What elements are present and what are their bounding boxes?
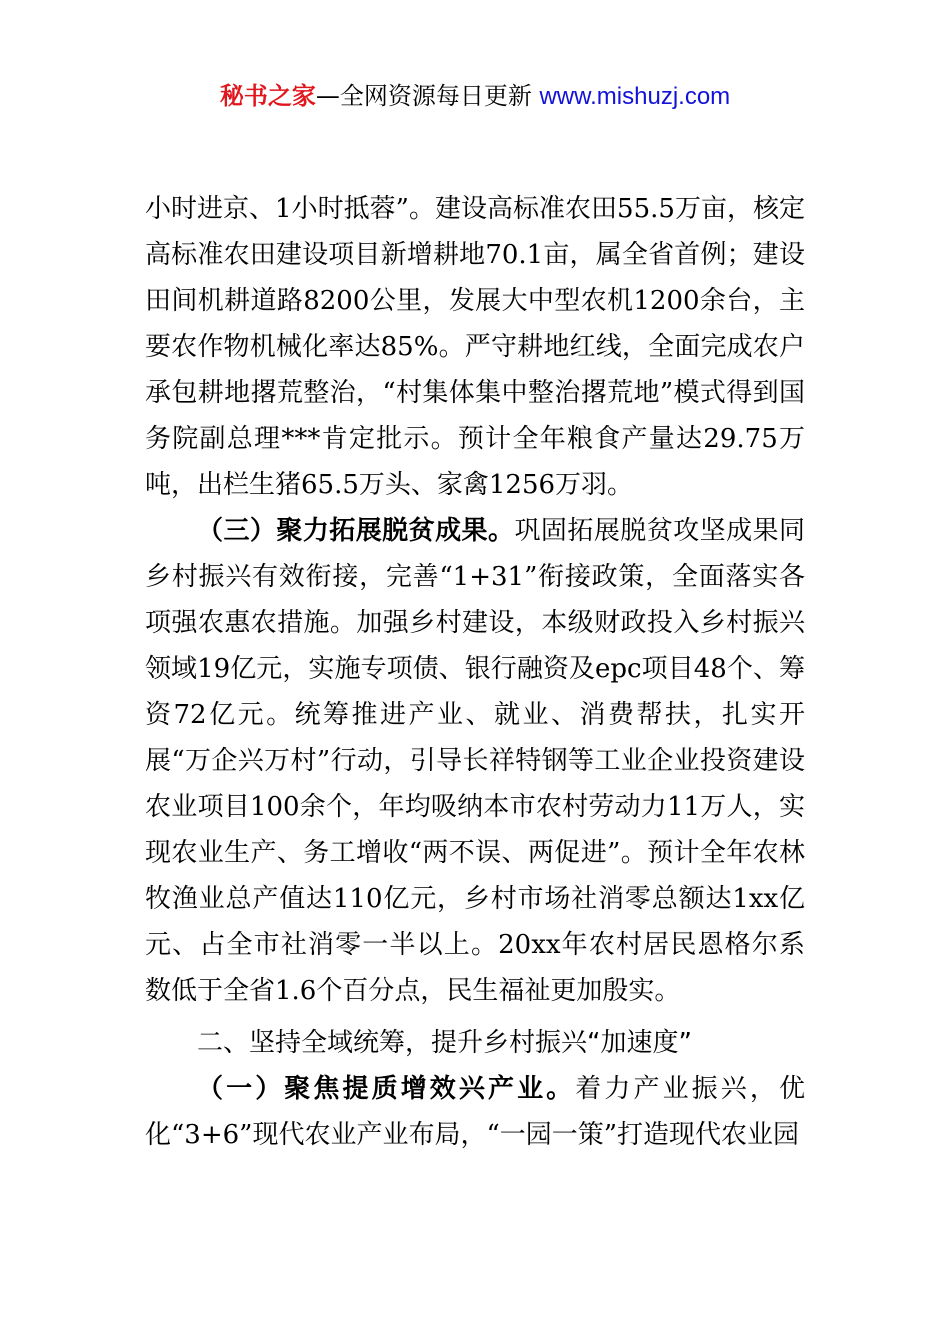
paragraph-agriculture-results: 小时进京、1小时抵蓉”。建设高标准农田55.5万亩，核定高标准农田建设项目新增耕地70.1亩，属全省首例；建设田间机耕道路8200公里，发展大中型农机1200余台，主要农作物机械化率达85%。严守耕地红线，全面完成农户承包耕地撂荒整治，“村集体集中整治撂荒地”模式得到国务院副总理***肯定批示。预计全年粮食产量达29.75万吨，出栏生猪65.5万头、家禽1256万羽。 [145,194,805,500]
paragraph-poverty-results [145,508,805,1014]
site-url-link[interactable]: www.mishuzj.com [539,83,731,110]
paragraph-poverty-text: 巩固拓展脱贫攻坚成果同乡村振兴有效衔接，完善“1+31”衔接政策，全面落实各项强农惠农措施。加强乡村建设，本级财政投入乡村振兴领域19亿元，实施专项债、银行融资及epc项目48个、筹资72亿元。统筹推进产业、就业、消费帮扶，扎实开展“万企兴万村”行动，引导长祥特钢等工业企业投资建设农业项目100余个，年均吸纳本市农村劳动力11万人，实现农业生产、务工增收“两不误、两促进”。预计全年农林牧渔业总产值达110亿元，乡村市场社消零总额达1xx亿元、占全市社消零一半以上。20xx年农村居民恩格尔系数低于全省1.6个百分点，民生福祉更加殷实。 [145,516,805,1006]
document-body [145,186,805,1158]
chapter-heading-two: 二、坚持全域统筹，提升乡村振兴“加速度” [197,1028,692,1058]
brand-name: 秘书之家 [219,82,316,110]
site-header [0,78,950,115]
header-tagline: —全网资源每日更新 [315,82,540,110]
paragraph-industry-text: 着力产业振兴，优化“3+6”现代农业产业布局，“一园一策”打造现代农业园 [145,1074,805,1150]
section-heading-industry: （一）聚焦提质增效兴产业。 [197,1074,576,1104]
section-heading-poverty: （三）聚力拓展脱贫成果。 [197,516,515,546]
paragraph-industry [145,1066,805,1158]
